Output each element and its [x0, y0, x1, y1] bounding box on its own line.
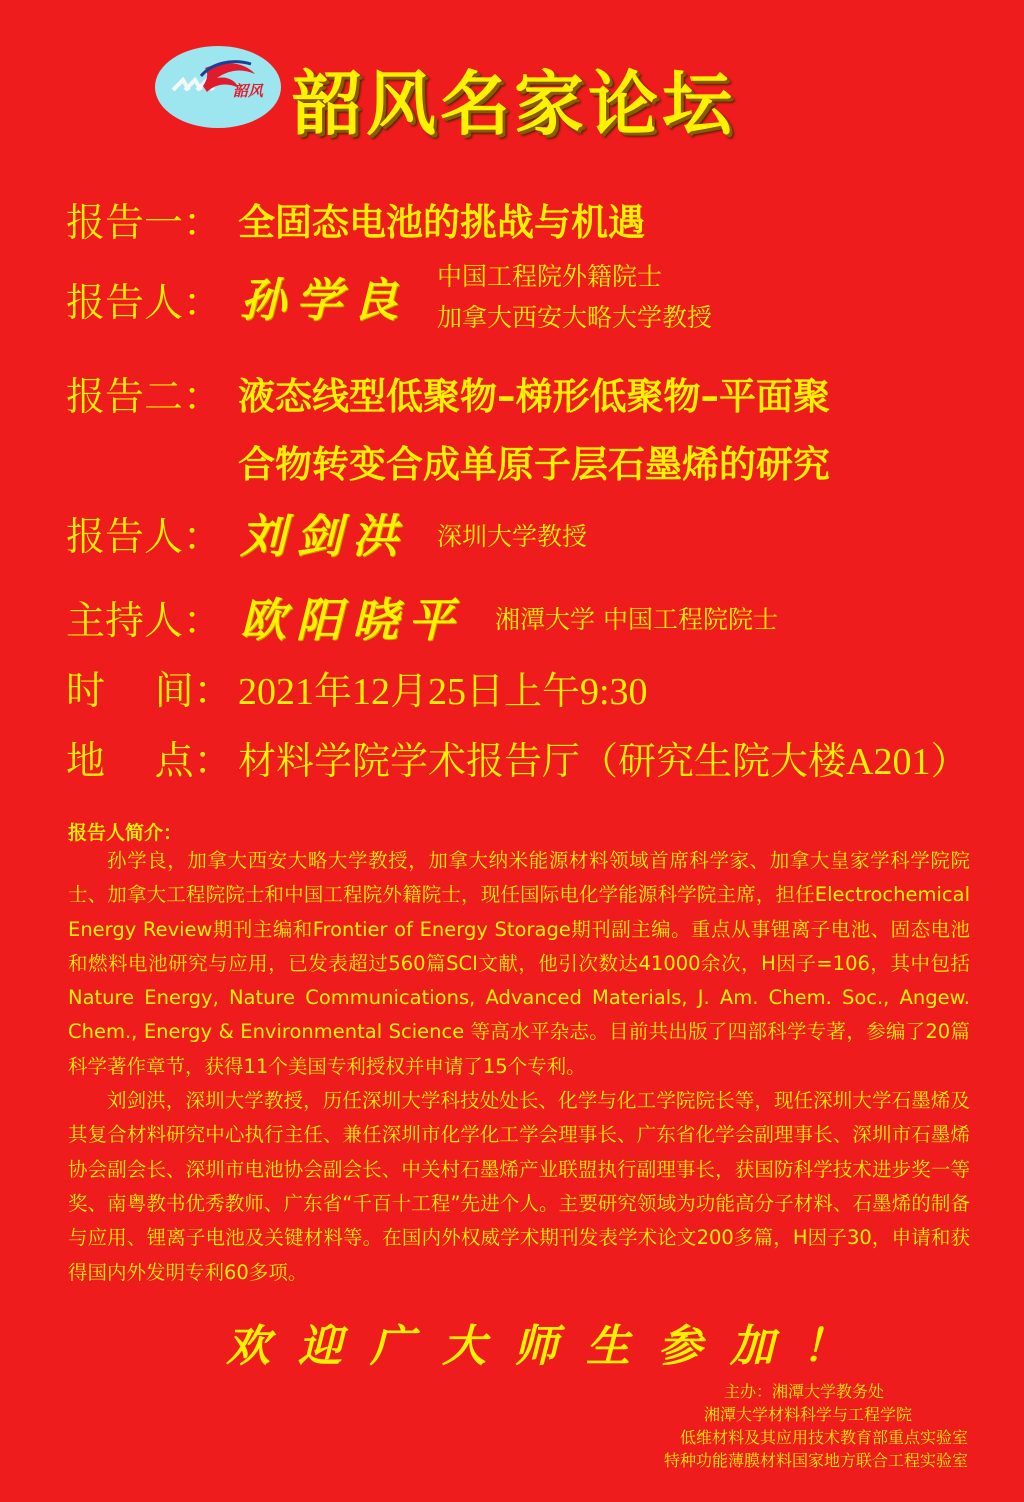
report2-speaker-label: 报告人： — [66, 515, 223, 560]
bio-paragraph-liu: 刘剑洪，深圳大学教授，历任深圳大学科技处处长、化学与化工学院院长等，现任深圳大学石墨烯及其复合材料研究中心执行主任、兼任深圳市化学化工学会理事长、广东省化学会副理事长、深圳市石墨烯协会副会长、深圳市电池协会副会长、中关村石墨烯产业联盟执行副理事长，获国防科学技术进步奖一等奖、南粤教书优秀教师、广东省“千百十工程”先进个人。主要研究领域为功能高分子材料、石墨烯的制备与应用、锂离子电池及关键材料等。在国内外权威学术期刊发表学术论文200多篇，H因子30，申请和获得国内外发明专利60多项。 — [68, 1089, 970, 1284]
report1-speaker-affil-1: 中国工程院外籍院士 — [437, 262, 663, 291]
report2-topic-line1: 液态线型低聚物–梯形低聚物–平面聚 — [238, 375, 830, 418]
report2-speaker-affil: 深圳大学教授 — [437, 522, 588, 551]
report2-topic-line2: 合物转变合成单原子层石墨烯的研究 — [238, 443, 830, 486]
time-value: 2021年12月25日上午9:30 — [238, 671, 648, 713]
host-affil: 湘潭大学 中国工程院院士 — [495, 605, 778, 634]
bio-heading: 报告人简介： — [68, 822, 183, 844]
time-label: 时 间： — [66, 669, 233, 714]
place-label: 地 点： — [66, 739, 233, 784]
report1-label: 报告一： — [66, 201, 223, 246]
logo-text: 韶风 — [232, 82, 263, 100]
bio-paragraph-sun: 孙学良，加拿大西安大略大学教授，加拿大纳米能源材料领域首席科学家、加拿大皇家学科学院院士、加拿大工程院院士和中国工程院外籍院士，现任国际电化学能源科学院主席，担任Electrochemical Energy Review期刊主编和Frontier of Energy Storage期刊副主编。重点从事锂离子电池、固态电池和燃料电池研究与应用，已发表超过560篇SCI文献，他引次数达41000余次，H因子=106，其中包括Nature Energy, Nature Communications, Advanced Materials, J. Am. Chem. Soc., Angew. Chem., Energy & Environmental Science 等高水平杂志。目前共出版了四部科学专著，参编了20篇科学著作章节，获得11个美国专利授权并申请了15个专利。 — [68, 849, 970, 1078]
place-value: 材料学院学术报告厅（研究生院大楼A201） — [238, 741, 969, 783]
organizer-line-4: 特种功能薄膜材料国家地方联合工程实验室 — [663, 1451, 968, 1470]
report1-speaker-label: 报告人： — [66, 281, 223, 326]
welcome-banner: 欢迎广大师生参加！ — [226, 1321, 874, 1372]
report2-speaker-name: 刘剑洪 — [240, 509, 408, 563]
host-name: 欧阳晓平 — [240, 593, 464, 647]
page-title: 韶风名家论坛 — [292, 63, 736, 145]
report1-speaker-name: 孙学良 — [240, 273, 408, 327]
report1-topic: 全固态电池的挑战与机遇 — [238, 201, 645, 244]
host-label: 主持人： — [66, 599, 223, 644]
organizer-line-3: 低维材料及其应用技术教育部重点实验室 — [679, 1428, 968, 1447]
report1-speaker-affil-2: 加拿大西安大略大学教授 — [437, 303, 713, 332]
forum-logo — [155, 46, 281, 128]
speaker-bios — [68, 844, 970, 1290]
organizer-line-2: 湘潭大学材料科学与工程学院 — [703, 1405, 912, 1424]
organizer-line-1: 主办：湘潭大学教务处 — [723, 1382, 884, 1401]
report2-label: 报告二： — [66, 375, 223, 420]
